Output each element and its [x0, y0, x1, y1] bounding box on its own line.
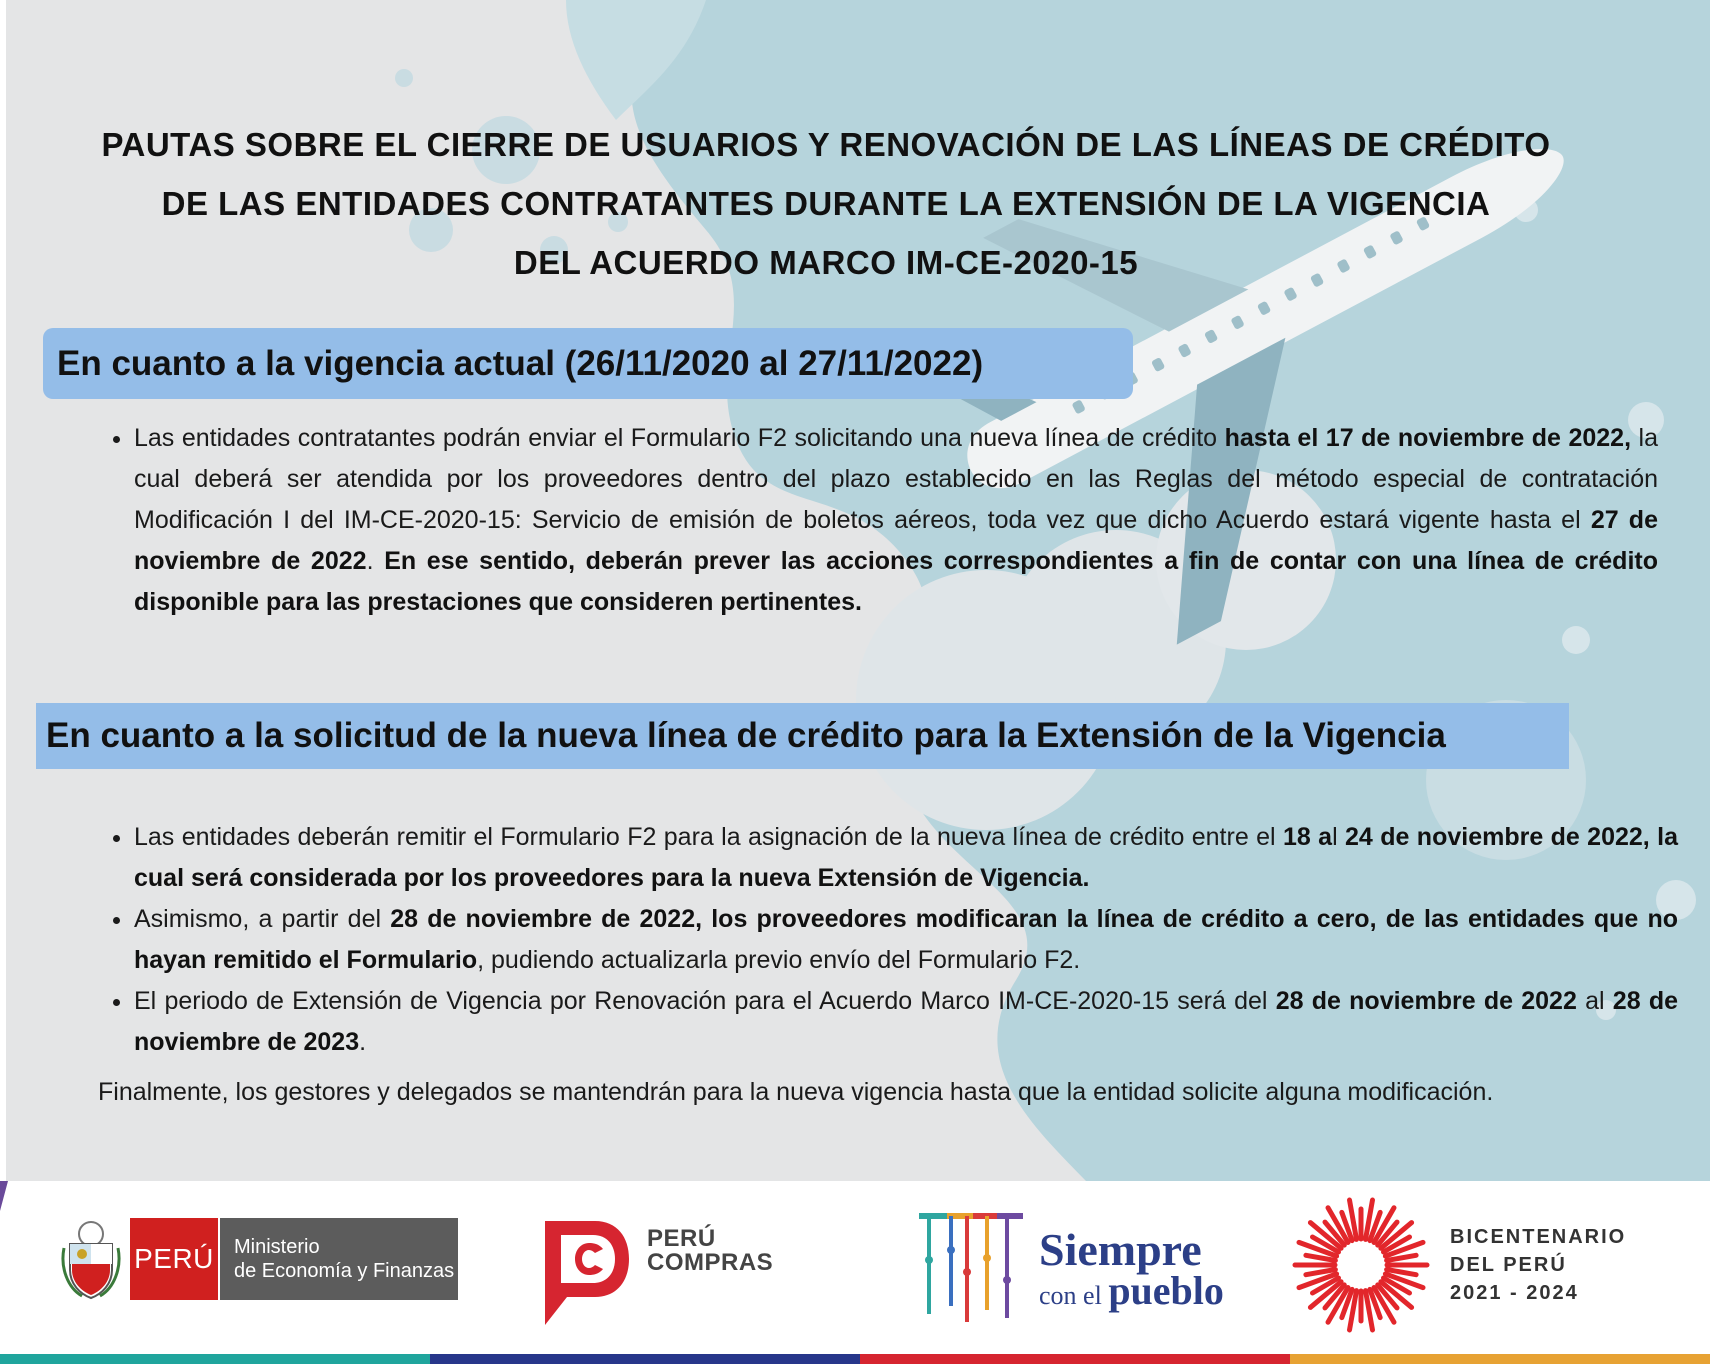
content-panel — [6, 0, 1710, 1181]
list-item: • Las entidades deberán remitir el Formulario F2 para la asignación de la nueva línea de crédito entre el 18 al 24 de noviembre de 2022, la cual será considerada por los proveedores para la nueva Extensión de Vigencia. — [134, 817, 1678, 899]
corner-accent-graphic — [0, 1181, 10, 1221]
ministry-line-2: de Economía y Finanzas — [234, 1260, 455, 1282]
bicentenario-line-1: BICENTENARIO — [1450, 1226, 1627, 1248]
section1-bullet-list — [98, 418, 1658, 623]
bicentenario-line-3: 2021 - 2024 — [1450, 1282, 1579, 1304]
ministry-label — [218, 1218, 458, 1300]
title-line-1: PAUTAS SOBRE EL CIERRE DE USUARIOS Y RENOVACIÓN DE LAS LÍNEAS DE CRÉDITO — [101, 126, 1551, 163]
color-strip-teal — [0, 1354, 430, 1364]
bicentenario-logo — [1290, 1194, 1626, 1336]
peru-coat-of-arms-icon — [60, 1218, 122, 1300]
siempre-line-1: Siempre — [1039, 1223, 1202, 1275]
peru-label: PERÚ — [130, 1218, 218, 1300]
section2-heading: En cuanto a la solicitud de la nueva línea de crédito para la Extensión de la Vigencia — [36, 703, 1569, 769]
color-strip-orange — [1290, 1354, 1710, 1364]
color-strip-blue — [430, 1354, 860, 1364]
peru-compras-logo — [537, 1213, 773, 1329]
peru-compras-icon — [537, 1213, 633, 1329]
title-line-2: DE LAS ENTIDADES CONTRATANTES DURANTE LA EXTENSIÓN DE LA VIGENCIA — [161, 185, 1491, 222]
section1-heading: En cuanto a la vigencia actual (26/11/2020 al 27/11/2022) — [43, 328, 1133, 399]
peru-compras-label — [647, 1227, 773, 1275]
peru-compras-line-1: PERÚ — [647, 1225, 716, 1252]
document-title — [46, 115, 1606, 292]
bicentenario-line-2: DEL PERÚ — [1450, 1254, 1567, 1276]
peru-compras-line-2: COMPRAS — [647, 1249, 774, 1276]
bicentenario-label — [1450, 1223, 1626, 1307]
title-line-3: DEL ACUERDO MARCO IM-CE-2020-15 — [513, 244, 1139, 281]
list-item: • El periodo de Extensión de Vigencia por Renovación para el Acuerdo Marco IM-CE-2020-15 será del 28 de noviembre de 2022 al 28 de noviembre de 2023. — [134, 981, 1678, 1063]
siempre-con-el-pueblo-logo — [917, 1210, 1224, 1328]
mef-logo — [60, 1218, 458, 1300]
colored-threads-icon — [917, 1210, 1027, 1328]
siempre-label — [1039, 1223, 1224, 1313]
siempre-line-2: con el pueblo — [1039, 1267, 1224, 1313]
color-strip-red — [860, 1354, 1290, 1364]
section2-bullet-list — [98, 817, 1678, 1063]
ministry-line-1: Ministerio — [234, 1236, 320, 1258]
list-item: • Las entidades contratantes podrán enviar el Formulario F2 solicitando una nueva línea de crédito hasta el 17 de noviembre de 2022, la cual deberá ser atendida por los proveedores dentro del plazo establecido en las Reglas del método especial de contratación Modificación I del IM-CE-2020-15: Servicio de emisión de boletos aéreos, toda vez que dicho Acuerdo estará vigente hasta el 27 de noviembre de 2022. En ese sentido, deberán prever las acciones correspondientes a fin de contar con una línea de crédito disponible para las prestaciones que consideren pertinentes. — [134, 418, 1658, 623]
bicentenario-sunburst-icon — [1290, 1194, 1432, 1336]
list-item: • Asimismo, a partir del 28 de noviembre de 2022, los proveedores modificaran la línea de crédito a cero, de las entidades que no hayan remitido el Formulario, pudiendo actualizarla previo envío del Formulario F2. — [134, 899, 1678, 981]
closing-paragraph: Finalmente, los gestores y delegados se mantendrán para la nueva vigencia hasta que la entidad solicite alguna modificación. — [98, 1078, 1494, 1106]
